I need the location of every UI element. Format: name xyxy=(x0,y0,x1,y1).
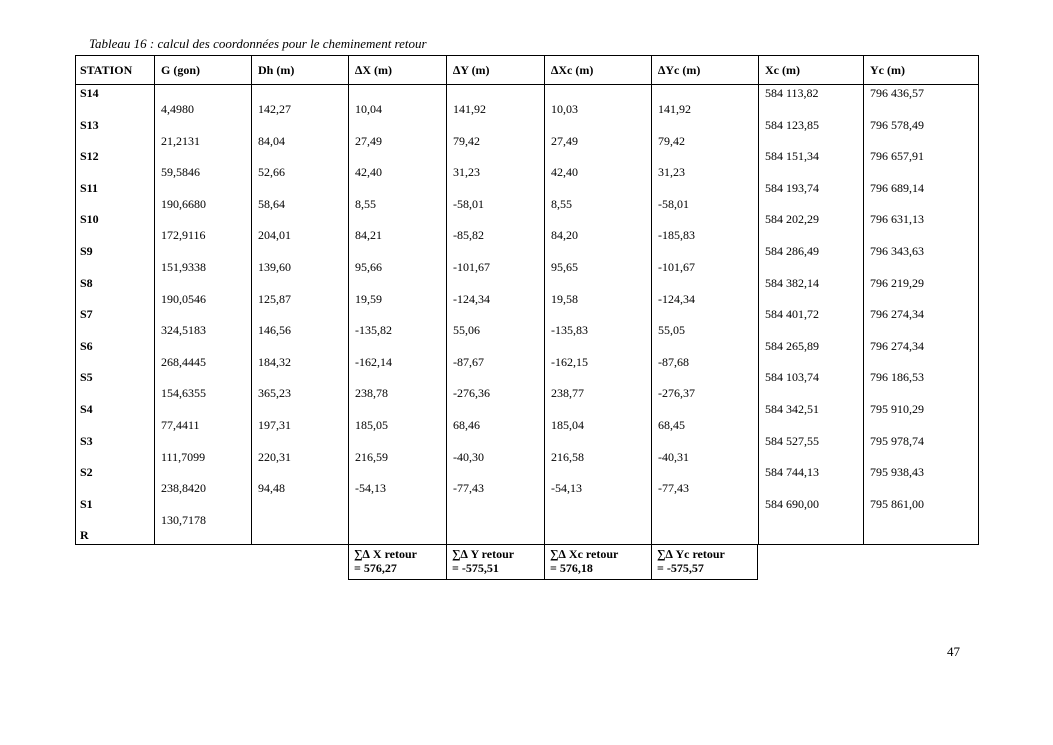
dh-cell: 52,66 xyxy=(258,165,285,179)
station-label: R xyxy=(80,528,89,542)
dyc-cell: 68,45 xyxy=(658,418,685,432)
col-divider xyxy=(154,55,155,545)
sum-dyc xyxy=(657,547,725,575)
sum-dyc-value: = -575,57 xyxy=(657,561,704,575)
dxc-cell: -54,13 xyxy=(551,481,582,495)
sum-dxc xyxy=(550,547,618,575)
xc-cell: 584 342,51 xyxy=(765,402,819,416)
dy-cell: 141,92 xyxy=(453,102,486,116)
dyc-cell: -124,34 xyxy=(658,292,695,306)
dyc-cell: -101,67 xyxy=(658,260,695,274)
g-cell: 130,7178 xyxy=(161,513,206,527)
dyc-cell: -185,83 xyxy=(658,228,695,242)
yc-cell: 796 274,34 xyxy=(870,307,924,321)
dh-cell: 125,87 xyxy=(258,292,291,306)
xc-cell: 584 103,74 xyxy=(765,370,819,384)
header-dxc: ∆Xc (m) xyxy=(551,63,594,77)
col-divider xyxy=(75,55,76,545)
dx-cell: 84,21 xyxy=(355,228,382,242)
sums-border-bottom xyxy=(348,579,758,580)
sums-row xyxy=(348,544,758,580)
dxc-cell: 10,03 xyxy=(551,102,578,116)
dy-cell: 68,46 xyxy=(453,418,480,432)
header-xc: Xc (m) xyxy=(765,63,800,77)
header-dx: ∆X (m) xyxy=(355,63,392,77)
dy-cell: 31,23 xyxy=(453,165,480,179)
g-cell: 324,5183 xyxy=(161,323,206,337)
g-cell: 238,8420 xyxy=(161,481,206,495)
sum-dy-label: ∑∆ Y retour xyxy=(452,547,515,561)
dy-cell: -58,01 xyxy=(453,197,484,211)
dyc-cell: 79,42 xyxy=(658,134,685,148)
station-label: S2 xyxy=(80,465,93,479)
xc-cell: 584 382,14 xyxy=(765,276,819,290)
yc-cell: 796 186,53 xyxy=(870,370,924,384)
g-cell: 59,5846 xyxy=(161,165,200,179)
col-divider xyxy=(978,55,979,545)
station-label: S5 xyxy=(80,370,93,384)
page-number: 47 xyxy=(947,644,960,659)
dh-cell: 142,27 xyxy=(258,102,291,116)
xc-cell: 584 113,82 xyxy=(765,86,819,100)
sum-dx-value: = 576,27 xyxy=(354,561,397,575)
dx-cell: -135,82 xyxy=(355,323,392,337)
xc-cell: 584 202,29 xyxy=(765,212,819,226)
col-divider xyxy=(348,55,349,545)
dh-cell: 204,01 xyxy=(258,228,291,242)
col-divider xyxy=(757,544,758,580)
dxc-cell: 42,40 xyxy=(551,165,578,179)
yc-cell: 796 219,29 xyxy=(870,276,924,290)
station-label: S8 xyxy=(80,276,93,290)
dx-cell: -54,13 xyxy=(355,481,386,495)
yc-cell: 796 274,34 xyxy=(870,339,924,353)
header-dy: ∆Y (m) xyxy=(453,63,490,77)
dy-cell: 55,06 xyxy=(453,323,480,337)
sum-dyc-label: ∑∆ Yc retour xyxy=(657,547,725,561)
yc-cell: 796 578,49 xyxy=(870,118,924,132)
xc-cell: 584 744,13 xyxy=(765,465,819,479)
dh-cell: 58,64 xyxy=(258,197,285,211)
col-divider xyxy=(651,544,652,580)
g-cell: 4,4980 xyxy=(161,102,194,116)
g-cell: 172,9116 xyxy=(161,228,206,242)
dxc-cell: 19,58 xyxy=(551,292,578,306)
dx-cell: -162,14 xyxy=(355,355,392,369)
station-label: S14 xyxy=(80,86,99,100)
sum-dxc-value: = 576,18 xyxy=(550,561,593,575)
dh-cell: 84,04 xyxy=(258,134,285,148)
header-yc: Yc (m) xyxy=(870,63,905,77)
g-cell: 111,7099 xyxy=(161,450,206,464)
dx-cell: 42,40 xyxy=(355,165,382,179)
sum-dxc-label: ∑∆ Xc retour xyxy=(550,547,619,561)
dh-cell: 139,60 xyxy=(258,260,291,274)
yc-cell: 796 343,63 xyxy=(870,244,924,258)
dxc-cell: 84,20 xyxy=(551,228,578,242)
dxc-cell: 185,04 xyxy=(551,418,584,432)
dyc-cell: -77,43 xyxy=(658,481,689,495)
header-g: G (gon) xyxy=(161,63,200,77)
dyc-cell: -87,68 xyxy=(658,355,689,369)
dyc-cell: -40,31 xyxy=(658,450,689,464)
dyc-cell: 55,05 xyxy=(658,323,685,337)
xc-cell: 584 123,85 xyxy=(765,118,819,132)
station-label: S13 xyxy=(80,118,99,132)
dy-cell: -87,67 xyxy=(453,355,484,369)
dh-cell: 184,32 xyxy=(258,355,291,369)
g-cell: 268,4445 xyxy=(161,355,206,369)
col-divider xyxy=(348,544,349,580)
station-label: S7 xyxy=(80,307,93,321)
dh-cell: 146,56 xyxy=(258,323,291,337)
sum-dx-label: ∑∆ X retour xyxy=(354,547,417,561)
dxc-cell: -135,83 xyxy=(551,323,588,337)
dh-cell: 365,23 xyxy=(258,386,291,400)
header-separator xyxy=(75,84,979,85)
yc-cell: 795 861,00 xyxy=(870,497,924,511)
dh-cell: 94,48 xyxy=(258,481,285,495)
table-caption: Tableau 16 : calcul des coordonnées pour le cheminement retour xyxy=(89,36,427,51)
yc-cell: 796 436,57 xyxy=(870,86,924,100)
sum-dy xyxy=(452,547,514,575)
g-cell: 151,9338 xyxy=(161,260,206,274)
g-cell: 190,0546 xyxy=(161,292,206,306)
dyc-cell: -58,01 xyxy=(658,197,689,211)
xc-cell: 584 193,74 xyxy=(765,181,819,195)
dxc-cell: -162,15 xyxy=(551,355,588,369)
yc-cell: 796 689,14 xyxy=(870,181,924,195)
xc-cell: 584 690,00 xyxy=(765,497,819,511)
header-dh: Dh (m) xyxy=(258,63,295,77)
dx-cell: 27,49 xyxy=(355,134,382,148)
col-divider xyxy=(544,55,545,545)
g-cell: 190,6680 xyxy=(161,197,206,211)
g-cell: 77,4411 xyxy=(161,418,200,432)
col-divider xyxy=(651,55,652,545)
header-dyc: ∆Yc (m) xyxy=(658,63,701,77)
dx-cell: 185,05 xyxy=(355,418,388,432)
dxc-cell: 8,55 xyxy=(551,197,572,211)
dh-cell: 220,31 xyxy=(258,450,291,464)
yc-cell: 795 910,29 xyxy=(870,402,924,416)
xc-cell: 584 151,34 xyxy=(765,149,819,163)
dyc-cell: -276,37 xyxy=(658,386,695,400)
dx-cell: 19,59 xyxy=(355,292,382,306)
col-divider xyxy=(446,55,447,545)
dy-cell: -276,36 xyxy=(453,386,490,400)
dy-cell: -124,34 xyxy=(453,292,490,306)
station-label: S1 xyxy=(80,497,93,511)
dy-cell: -101,67 xyxy=(453,260,490,274)
xc-cell: 584 527,55 xyxy=(765,434,819,448)
station-label: S9 xyxy=(80,244,93,258)
col-divider xyxy=(251,55,252,545)
coordinates-table xyxy=(75,55,979,545)
col-divider xyxy=(446,544,447,580)
xc-cell: 584 401,72 xyxy=(765,307,819,321)
dxc-cell: 95,65 xyxy=(551,260,578,274)
dxc-cell: 238,77 xyxy=(551,386,584,400)
dy-cell: 79,42 xyxy=(453,134,480,148)
dx-cell: 238,78 xyxy=(355,386,388,400)
dx-cell: 10,04 xyxy=(355,102,382,116)
station-label: S3 xyxy=(80,434,93,448)
dxc-cell: 216,58 xyxy=(551,450,584,464)
dy-cell: -77,43 xyxy=(453,481,484,495)
yc-cell: 796 657,91 xyxy=(870,149,924,163)
dxc-cell: 27,49 xyxy=(551,134,578,148)
yc-cell: 795 978,74 xyxy=(870,434,924,448)
yc-cell: 796 631,13 xyxy=(870,212,924,226)
dx-cell: 8,55 xyxy=(355,197,376,211)
col-divider xyxy=(863,55,864,545)
station-label: S4 xyxy=(80,402,93,416)
xc-cell: 584 265,89 xyxy=(765,339,819,353)
dy-cell: -85,82 xyxy=(453,228,484,242)
dh-cell: 197,31 xyxy=(258,418,291,432)
col-divider xyxy=(758,55,759,545)
dx-cell: 216,59 xyxy=(355,450,388,464)
station-label: S11 xyxy=(80,181,99,195)
station-label: S10 xyxy=(80,212,99,226)
g-cell: 154,6355 xyxy=(161,386,206,400)
sum-dx xyxy=(354,547,417,575)
dyc-cell: 31,23 xyxy=(658,165,685,179)
g-cell: 21,2131 xyxy=(161,134,200,148)
dx-cell: 95,66 xyxy=(355,260,382,274)
xc-cell: 584 286,49 xyxy=(765,244,819,258)
yc-cell: 795 938,43 xyxy=(870,465,924,479)
header-station: STATION xyxy=(80,63,133,77)
station-label: S12 xyxy=(80,149,99,163)
station-label: S6 xyxy=(80,339,93,353)
sum-dy-value: = -575,51 xyxy=(452,561,499,575)
col-divider xyxy=(544,544,545,580)
dy-cell: -40,30 xyxy=(453,450,484,464)
table-border-top xyxy=(75,55,979,56)
dyc-cell: 141,92 xyxy=(658,102,691,116)
